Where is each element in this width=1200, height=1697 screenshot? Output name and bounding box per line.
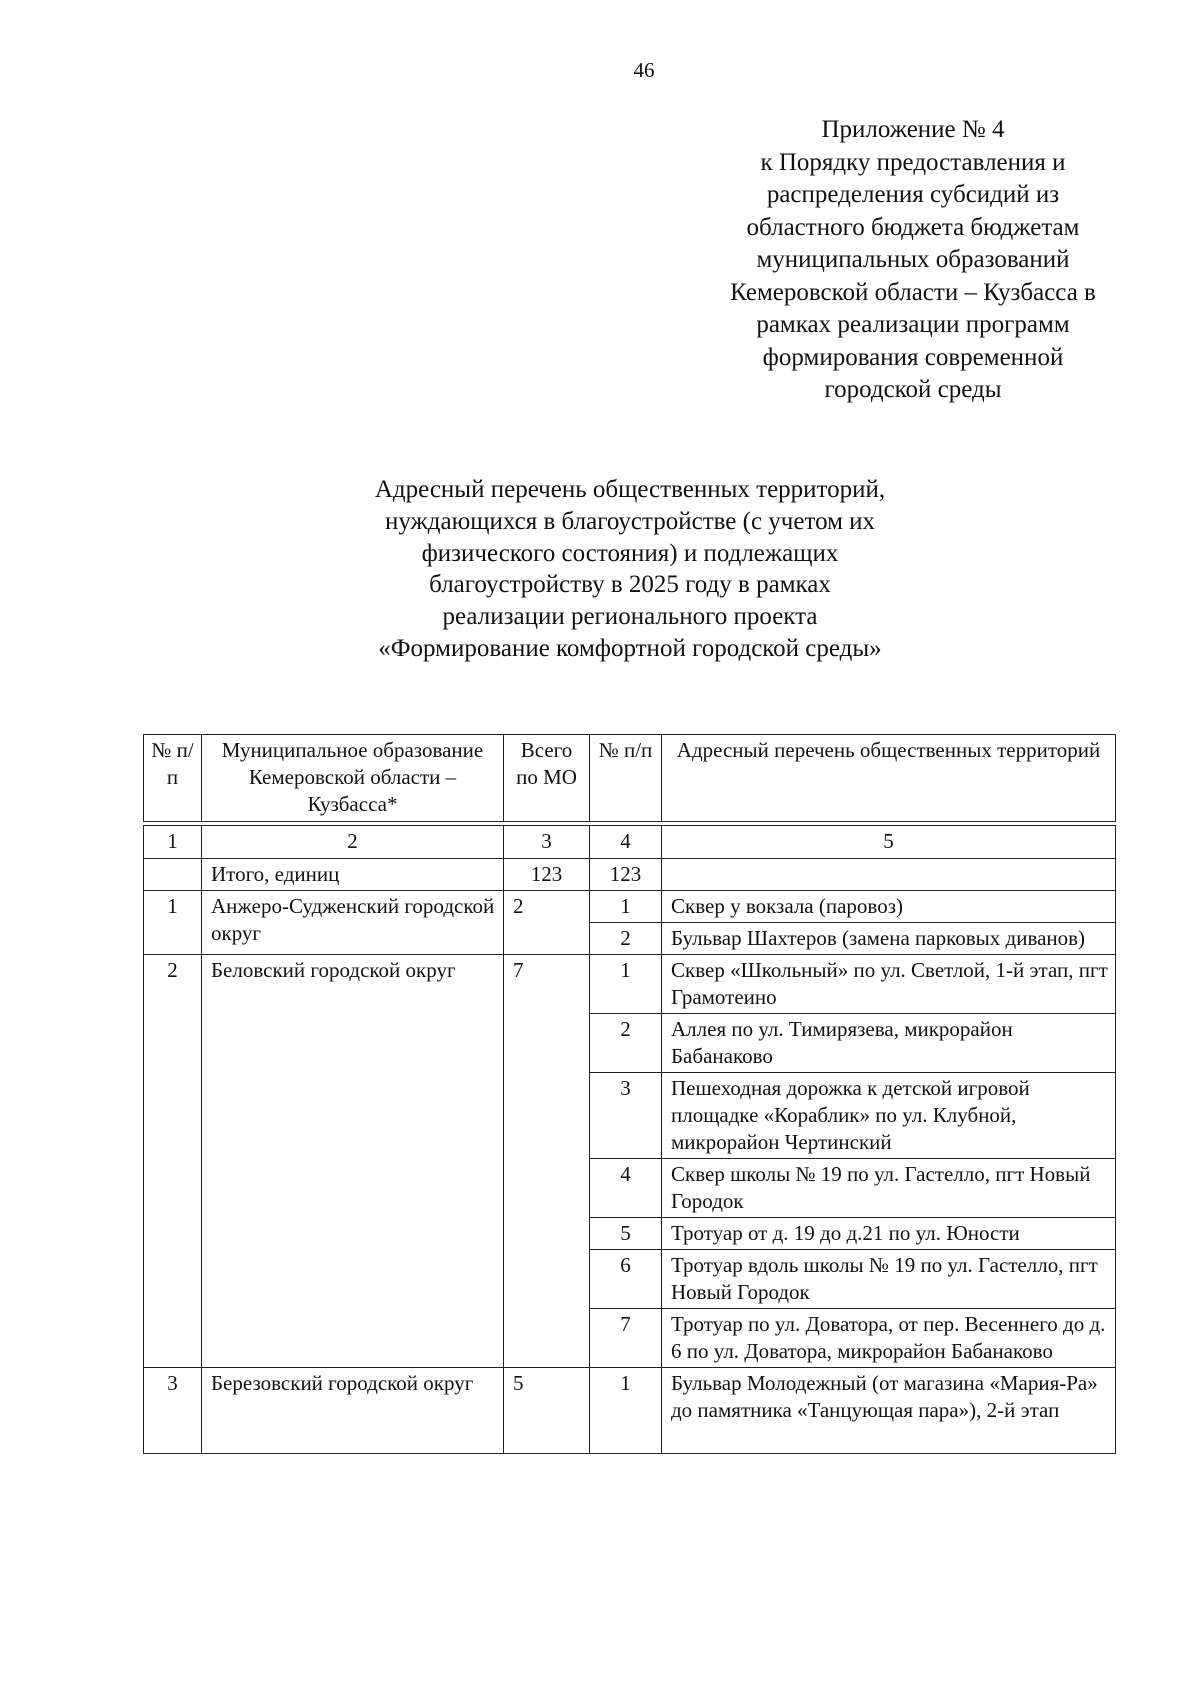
territory-address: Сквер у вокзала (паровоз) — [662, 891, 1116, 923]
territories-table — [143, 734, 1116, 1454]
column-number: 4 — [590, 826, 662, 859]
header-num: № п/п — [144, 735, 202, 822]
item-number: 3 — [590, 1073, 662, 1159]
item-number: 2 — [590, 1014, 662, 1073]
territory-address: Тротуар вдоль школы № 19 по ул. Гастелло, пгт Новый Городок — [662, 1250, 1116, 1309]
appendix-line: городской среды — [824, 376, 1002, 403]
appendix-line: рамках реализации программ — [756, 311, 1070, 338]
municipality-name: Анжеро-Судженский городской округ — [202, 891, 504, 955]
appendix-line: муниципальных образований — [756, 246, 1070, 273]
group-number: 2 — [144, 955, 202, 1368]
total-value: 123 — [504, 859, 590, 891]
territory-address: Бульвар Молодежный (от магазина «Мария-Ра» до памятника «Танцующая пара»), 2-й этап — [662, 1368, 1116, 1454]
appendix-line: областного бюджета бюджетам — [746, 213, 1080, 241]
title-line: «Формирование комфортной городской среды» — [378, 634, 882, 662]
territory-address: Аллея по ул. Тимирязева, микрорайон Бабанаково — [662, 1014, 1116, 1073]
column-number: 1 — [144, 826, 202, 859]
table-row — [144, 1368, 1116, 1454]
page-number: 46 — [633, 58, 655, 82]
item-number: 1 — [590, 1368, 662, 1454]
title-line: благоустройству в 2025 году в рамках — [429, 571, 831, 599]
territory-address: Тротуар от д. 19 до д.21 по ул. Юности — [662, 1218, 1116, 1250]
total-label: Итого, единиц — [202, 859, 504, 891]
territory-address: Сквер школы № 19 по ул. Гастелло, пгт Новый Городок — [662, 1159, 1116, 1218]
item-number: 1 — [590, 955, 662, 1014]
column-numbers-row — [144, 826, 1116, 859]
header-total: Всего по МО — [504, 735, 590, 822]
document-title — [250, 474, 1010, 665]
municipality-total: 5 — [504, 1368, 590, 1454]
total-count: 123 — [590, 859, 662, 891]
column-number: 3 — [504, 826, 590, 859]
item-number: 7 — [590, 1309, 662, 1368]
title-line: нуждающихся в благоустройстве (с учетом их — [384, 507, 876, 535]
column-number: 2 — [202, 826, 504, 859]
municipality-total: 2 — [504, 891, 590, 955]
appendix-line: Кемеровской области – Кузбасса в — [730, 278, 1096, 306]
territory-address: Бульвар Шахтеров (замена парковых диванов) — [662, 923, 1116, 955]
group-number: 1 — [144, 891, 202, 955]
table-row — [144, 955, 1116, 1014]
title-line: реализации регионального проекта — [442, 603, 818, 631]
municipality-name: Березовский городской округ — [202, 1368, 504, 1454]
item-number: 1 — [590, 891, 662, 923]
territory-address: Тротуар по ул. Доватора, от пер. Весеннего до д. 6 по ул. Доватора, микрорайон Бабанаково — [662, 1309, 1116, 1368]
group-number: 3 — [144, 1368, 202, 1454]
appendix-line: формирования современной — [762, 343, 1064, 371]
territory-address: Сквер «Школьный» по ул. Светлой, 1-й этап, пгт Грамотеино — [662, 955, 1116, 1014]
item-number: 4 — [590, 1159, 662, 1218]
column-number: 5 — [662, 826, 1116, 859]
appendix-header — [688, 114, 1138, 407]
item-number: 6 — [590, 1250, 662, 1309]
municipality-name: Беловский городской округ — [202, 955, 504, 1368]
header-item-num: № п/п — [590, 735, 662, 822]
territory-address: Пешеходная дорожка к детской игровой площадке «Кораблик» по ул. Клубной, микрорайон Чертинский — [662, 1073, 1116, 1159]
total-row — [144, 859, 1116, 891]
title-line: физического состояния) и подлежащих — [421, 539, 839, 567]
table-row — [144, 891, 1116, 923]
territories-table-wrapper — [143, 734, 1115, 1454]
item-number: 2 — [590, 923, 662, 955]
header-municipality: Муниципальное образование Кемеровской области – Кузбасса* — [202, 735, 504, 822]
header-address-list: Адресный перечень общественных территорий — [662, 735, 1116, 822]
appendix-line: распределения субсидий из — [766, 181, 1060, 208]
title-line: Адресный перечень общественных территорий, — [374, 476, 886, 503]
item-number: 5 — [590, 1218, 662, 1250]
appendix-line: к Порядку предоставления и — [760, 148, 1066, 176]
header-row — [144, 735, 1116, 822]
municipality-total: 7 — [504, 955, 590, 1368]
appendix-line: Приложение № 4 — [821, 116, 1005, 143]
